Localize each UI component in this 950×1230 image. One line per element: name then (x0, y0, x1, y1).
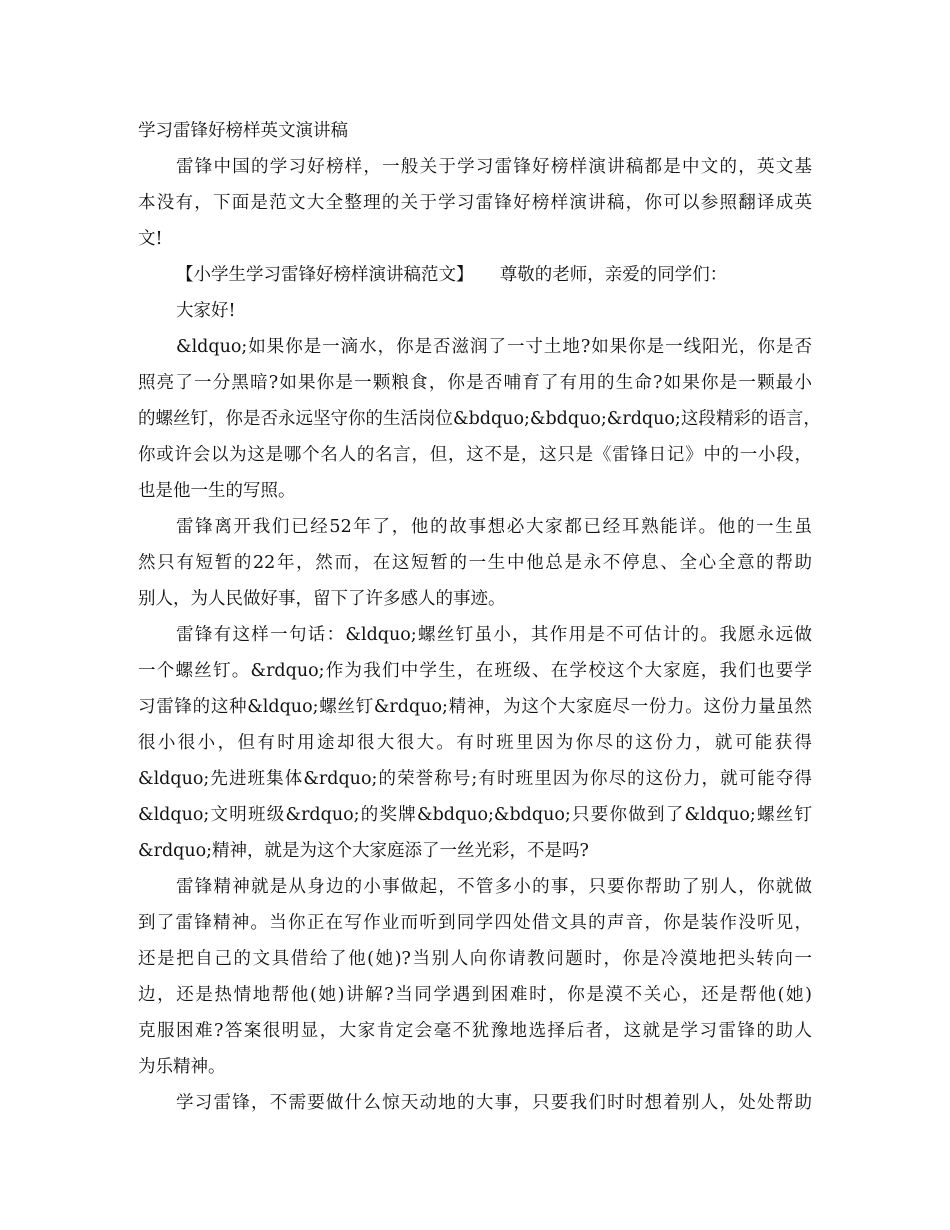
text-line: 一个螺丝钉。&rdquo;作为我们中学生，在班级、在学校这个大家庭，我们也要学 (138, 661, 812, 681)
text-line: 雷锋离开我们已经52年了，他的故事想必大家都已经耳熟能详。他的一生虽 (176, 517, 812, 537)
text-line: 也是他一生的写照。 (138, 481, 296, 501)
text-line: 然只有短暂的22年，然而，在这短暂的一生中他总是永不停息、全心全意的帮助 (138, 553, 812, 573)
text-line: 很小很小，但有时用途却很大很大。有时班里因为你尽的这份力，就可能获得 (138, 733, 812, 753)
text-line: 文! (138, 229, 163, 249)
text-line: 大家好! (176, 301, 236, 321)
text-line: 雷锋中国的学习好榜样，一般关于学习雷锋好榜样演讲稿都是中文的，英文基 (176, 157, 812, 177)
text-line: 为乐精神。 (138, 1057, 226, 1077)
text-line: 别人，为人民做好事，留下了许多感人的事迹。 (138, 589, 506, 609)
text-line: 雷锋有这样一句话：&ldquo;螺丝钉虽小，其作用是不可估计的。我愿永远做 (176, 625, 812, 645)
text-line: 【小学生学习雷锋好榜样演讲稿范文】 尊敬的老师，亲爱的同学们： (176, 265, 728, 285)
document-title: 学习雷锋好榜样英文演讲稿 (138, 121, 348, 141)
text-line: &rdquo;精神，就是为这个大家庭添了一丝光彩，不是吗? (138, 841, 589, 861)
text-line: &ldquo;如果你是一滴水，你是否滋润了一寸土地?如果你是一线阳光，你是否 (176, 337, 812, 357)
text-line: 克服困难?答案很明显，大家肯定会毫不犹豫地选择后者，这就是学习雷锋的助人 (138, 1021, 812, 1041)
text-line: &ldquo;先进班集体&rdquo;的荣誉称号;有时班里因为你尽的这份力，就可能夺得 (138, 769, 812, 789)
text-line: 本没有，下面是范文大全整理的关于学习雷锋好榜样演讲稿，你可以参照翻译成英 (138, 193, 812, 213)
text-line: 你或许会以为这是哪个名人的名言，但，这不是，这只是《雷锋日记》中的一小段， (138, 445, 812, 465)
text-line: 到了雷锋精神。当你正在写作业而听到同学四处借文具的声音，你是装作没听见， (138, 913, 812, 933)
text-line: 学习雷锋，不需要做什么惊天动地的大事，只要我们时时想着别人，处处帮助 (176, 1093, 812, 1113)
text-line: 的螺丝钉，你是否永远坚守你的生活岗位&bdquo;&bdquo;&rdquo;这段精彩的语言， (138, 409, 821, 429)
text-line: 习雷锋的这种&ldquo;螺丝钉&rdquo;精神，为这个大家庭尽一份力。这份力量虽然 (138, 697, 812, 717)
text-line: 边，还是热情地帮他(她)讲解?当同学遇到困难时，你是漠不关心，还是帮他(她) (138, 985, 812, 1005)
text-line: 照亮了一分黑暗?如果你是一颗粮食，你是否哺育了有用的生命?如果你是一颗最小 (138, 373, 812, 393)
text-line: 还是把自己的文具借给了他(她)?当别人向你请教问题时，你是冷漠地把头转向一 (138, 949, 812, 969)
text-line: &ldquo;文明班级&rdquo;的奖牌&bdquo;&bdquo;只要你做到了&ldquo;螺丝钉 (138, 805, 812, 825)
text-line: 雷锋精神就是从身边的小事做起，不管多小的事，只要你帮助了别人，你就做 (176, 877, 812, 897)
